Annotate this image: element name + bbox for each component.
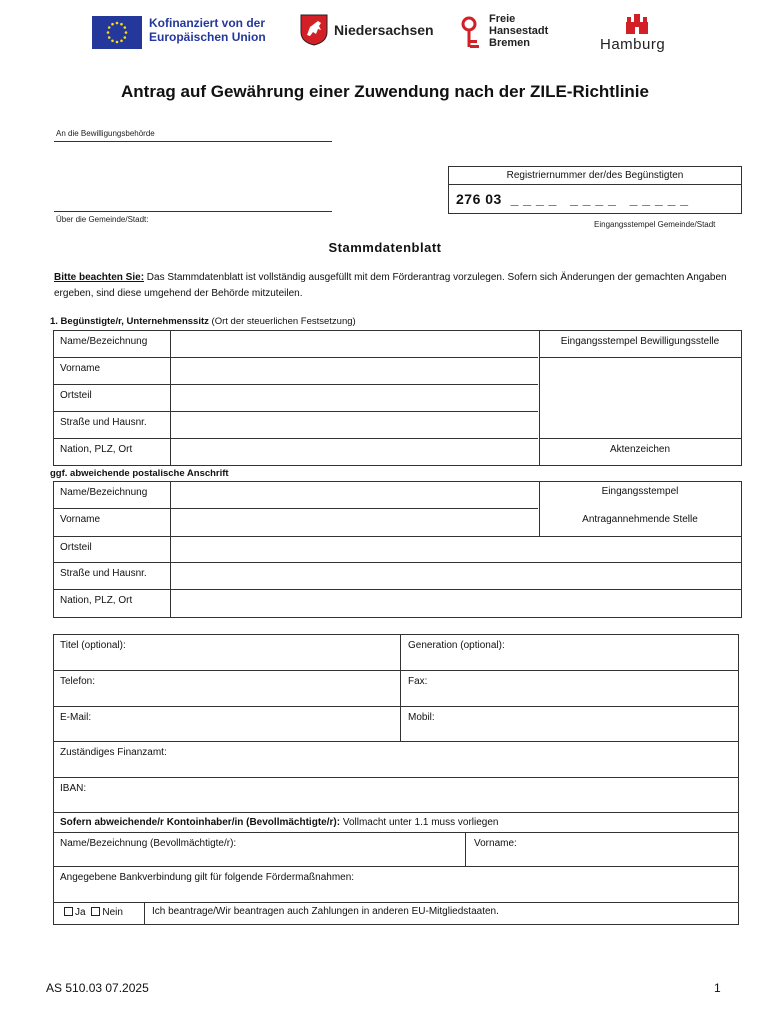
form-code: AS 510.03 07.2025 — [46, 981, 149, 995]
section1-row-firstname[interactable] — [54, 358, 538, 385]
section1-heading-bold: 1. Begünstigte/r, Unternehmenssitz — [50, 316, 209, 327]
contact-divider-2 — [400, 671, 401, 706]
registration-number[interactable]: 276 03 _ _ _ _ _ _ _ _ _ _ _ _ _ — [456, 191, 689, 207]
section2-row-firstname[interactable] — [54, 509, 538, 536]
section1-label-city: Nation, PLZ, Ort — [60, 444, 133, 455]
contact-row-iban[interactable] — [54, 778, 738, 813]
section2-row-district[interactable] — [54, 536, 741, 563]
phone-label: Telefon: — [60, 676, 96, 687]
generation-label: Generation (optional): — [408, 640, 505, 651]
eu-line-1: Kofinanziert von der — [149, 16, 266, 30]
title-label: Titel (optional): — [60, 640, 126, 651]
yes-label: Ja — [75, 907, 86, 918]
section1-heading — [50, 316, 356, 327]
account-holder-rest: Vollmacht unter 1.1 muss vorliegen — [340, 817, 499, 828]
section1-stamp-label: Eingangsstempel Bewilligungsstelle — [560, 336, 720, 347]
eu-line-2: Europäischen Union — [149, 30, 266, 44]
section2-table — [53, 481, 742, 618]
eu-payments-label: Ich beantrage/Wir beantragen auch Zahlungen in anderen EU-Mitgliedstaaten. — [152, 906, 499, 917]
sheet-title: Stammdatenblatt — [328, 240, 442, 255]
contact-row-eu-payments — [54, 903, 738, 925]
section1-label-street: Straße und Hausnr. — [60, 417, 147, 428]
bremen-key-icon — [461, 16, 483, 50]
contact-row-title[interactable] — [54, 635, 738, 671]
notice-body: Das Stammdatenblatt ist vollständig ausgefüllt mit dem Förderantrag vorzulegen. Sofern sich Änderungen der gemachten Angaben ergeben, sind diese umgehend der Behörde mitzuteilen. — [54, 272, 727, 299]
section1-row-district[interactable] — [54, 385, 538, 412]
section1-label-district: Ortsteil — [60, 390, 92, 401]
niedersachsen-text: Niedersachsen — [334, 22, 434, 38]
eu-flag-logo — [92, 16, 142, 49]
section2-label-street: Straße und Hausnr. — [60, 568, 147, 579]
section1-stamp-area[interactable] — [539, 358, 741, 439]
mobile-label: Mobil: — [408, 712, 435, 723]
section2-stamp-label: Eingangsstempel — [601, 486, 679, 497]
authority-label: An die Bewilligungsbehörde — [56, 129, 155, 138]
section1-row-city[interactable] — [54, 439, 538, 466]
bremen-line-3: Bremen — [489, 37, 530, 49]
eu-cofinanced-text — [149, 16, 279, 44]
municipality-label: Über die Gemeinde/Stadt: — [56, 215, 149, 224]
section2-row-name[interactable] — [54, 482, 538, 509]
contact-divider-3 — [400, 707, 401, 741]
section2-label-firstname: Vorname — [60, 514, 101, 525]
page-number: 1 — [714, 981, 721, 995]
bremen-line-2: Hansestadt — [489, 25, 549, 37]
contact-row-email[interactable] — [54, 707, 738, 742]
hamburg-text: Hamburg — [600, 36, 666, 53]
section1-heading-rest: (Ort der steuerlichen Festsetzung) — [208, 316, 356, 327]
no-checkbox[interactable] — [91, 907, 100, 916]
account-holder-bold: Sofern abweichende/r Kontoinhaber/in (Bevollmächtigte/r): — [60, 817, 341, 828]
holder-name-label: Name/Bezeichnung (Bevollmächtigte/r): — [60, 838, 237, 849]
notice-text — [54, 270, 744, 302]
contact-row-holder-name[interactable] — [54, 833, 738, 867]
authority-line — [54, 141, 332, 142]
contact-row-account-holder — [54, 813, 738, 833]
section1-row-name[interactable] — [54, 331, 538, 358]
section2-stamp-area[interactable] — [539, 482, 741, 536]
niedersachsen-horse-icon — [300, 14, 328, 46]
contact-row-bank-measures[interactable] — [54, 867, 738, 903]
contact-table — [53, 634, 739, 925]
yes-no-group — [64, 907, 123, 918]
bremen-text — [489, 13, 569, 49]
section2-heading: ggf. abweichende postalische Anschrift — [50, 468, 229, 479]
contact-divider-1 — [400, 635, 401, 670]
hamburg-castle-icon — [624, 10, 650, 36]
section2-label-city: Nation, PLZ, Ort — [60, 595, 133, 606]
municipality-line[interactable] — [54, 211, 332, 212]
section1-file-number-label: Aktenzeichen — [609, 444, 671, 455]
page-title: Antrag auf Gewährung einer Zuwendung nach der ZILE-Richtlinie — [121, 82, 649, 101]
section1-row-street[interactable] — [54, 412, 538, 439]
section2-label-district: Ortsteil — [60, 542, 92, 553]
contact-row-phone[interactable] — [54, 671, 738, 707]
section2-row-city[interactable] — [54, 590, 741, 618]
account-holder-heading — [60, 817, 498, 828]
bank-measures-label: Angegebene Bankverbindung gilt für folgende Fördermaßnahmen: — [60, 872, 355, 883]
section1-file-number-cell[interactable] — [539, 439, 741, 466]
section2-row-street[interactable] — [54, 563, 741, 590]
bremen-line-1: Freie — [489, 13, 516, 25]
section2-stamp-sublabel: Antragannehmende Stelle — [582, 514, 698, 525]
registration-box[interactable] — [448, 166, 742, 214]
section1-label-name: Name/Bezeichnung — [60, 336, 148, 347]
fax-label: Fax: — [408, 676, 428, 687]
iban-label: IBAN: — [60, 783, 87, 794]
section1-table — [53, 330, 742, 466]
tax-office-label: Zuständiges Finanzamt: — [60, 747, 167, 758]
contact-divider-5 — [144, 903, 145, 925]
no-label: Nein — [102, 907, 123, 918]
contact-row-tax-office[interactable] — [54, 742, 738, 778]
holder-firstname-label: Vorname: — [474, 838, 517, 849]
section2-label-name: Name/Bezeichnung — [60, 487, 148, 498]
section1-label-firstname: Vorname — [60, 363, 101, 374]
stamp-municipality-label: Eingangsstempel Gemeinde/Stadt — [594, 220, 716, 229]
yes-checkbox[interactable] — [64, 907, 73, 916]
contact-divider-4 — [465, 833, 466, 866]
email-label: E-Mail: — [60, 712, 92, 723]
notice-label: Bitte beachten Sie: — [54, 272, 145, 283]
registration-header: Registriernummer der/des Begünstigten — [449, 167, 741, 185]
section1-stamp-header-cell — [539, 331, 741, 358]
